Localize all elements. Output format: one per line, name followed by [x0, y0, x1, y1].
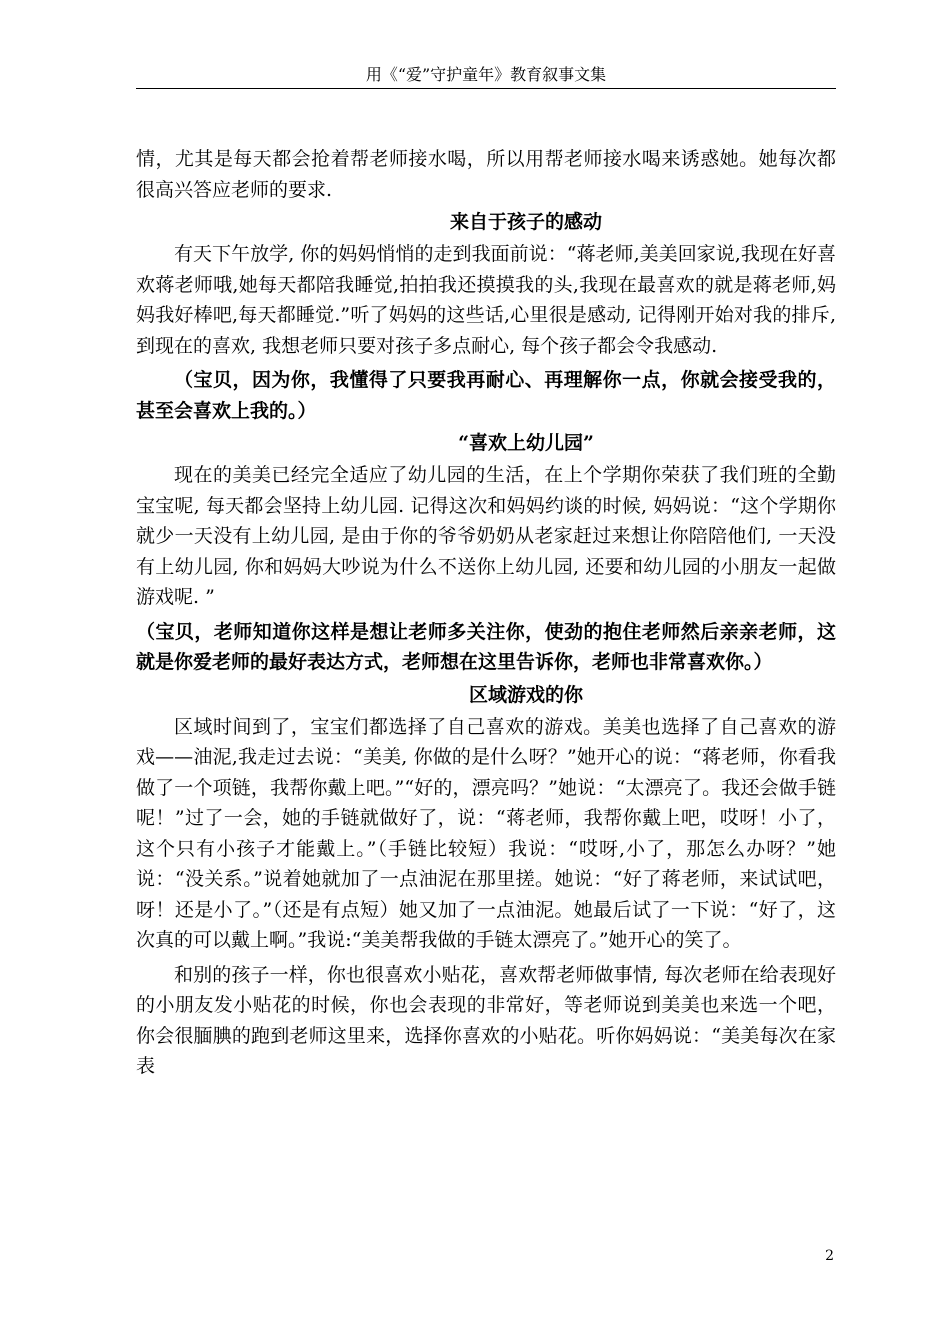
paragraph-1: 有天下午放学, 你的妈妈悄悄的走到我面前说：“蒋老师,美美回家说,我现在好喜欢蒋老师哦,她每天都陪我睡觉,拍拍我还摸摸我的头,我现在最喜欢的就是蒋老师,妈妈我好棒吧,每天都睡觉.”听了妈妈的这些话,心里很是感动, 记得刚开始对我的排斥, 到现在的喜欢, 我想老师只要对孩子多点耐心, 每个孩子都会令我感动.: [136, 243, 836, 357]
paragraph-4: 和别的孩子一样，你也很喜欢小贴花，喜欢帮老师做事情, 每次老师在给表现好的小朋友发小贴花的时候，你也会表现的非常好，等老师说到美美也来选一个吧，你会很腼腆的跑到老师这里来，选择你喜欢的小贴花。听你妈妈说：“美美每次在家表: [136, 963, 836, 1077]
running-header: 用《“爱”守护童年》教育叙事文集: [365, 65, 607, 84]
section-heading-1: 来自于孩子的感动: [449, 211, 602, 233]
header-rule: [136, 88, 836, 89]
document-body: [136, 144, 836, 1082]
note-1: （宝贝，因为你，我懂得了只要我再耐心、再理解你一点，你就会接受我的，甚至会喜欢上我的。）: [136, 369, 836, 422]
note-2: （宝贝，老师知道你这样是想让老师多关注你，使劲的抱住老师然后亲亲老师，这就是你爱老师的最好表达方式，老师想在这里告诉你，老师也非常喜欢你。）: [136, 620, 836, 673]
section-heading-2: “喜欢上幼儿园”: [458, 432, 594, 454]
paragraph-3: 区域时间到了，宝宝们都选择了自己喜欢的游戏。美美也选择了自己喜欢的游戏——油泥,我走过去说：“美美, 你做的是什么呀？”她开心的说：“蒋老师，你看我做了一个项链，我帮你戴上吧。”“好的，漂亮吗？”她说：“太漂亮了。我还会做手链呢！”过了一会，她的手链就做好了，说：“蒋老师，我帮你戴上吧，哎呀！小了，这个只有小孩子才能戴上。”（手链比较短）我说：“哎呀,小了，那怎么办呀？”她说：“没关系。”说着她就加了一点油泥在那里搓。她说：“好了蒋老师，来试试吧，呀！还是小了。”（还是有点短）她又加了一点油泥。她最后试了一下说：“好了，这次真的可以戴上啊。”我说:“美美帮我做的手链太漂亮了。”她开心的笑了。: [136, 715, 836, 951]
paragraph-2: 现在的美美已经完全适应了幼儿园的生活，在上个学期你荣获了我们班的全勤宝宝呢, 每天都会坚持上幼儿园. 记得这次和妈妈约谈的时候, 妈妈说：“这个学期你就少一天没有上幼儿园, 是由于你的爷爷奶奶从老家赶过来想让你陪陪他们, 一天没有上幼儿园, 你和妈妈大吵说为什么不送你上幼儿园, 还要和幼儿园的小朋友一起做游戏呢. ”: [136, 464, 836, 608]
page-number: 2: [825, 1248, 834, 1264]
section-heading-3: 区域游戏的你: [468, 683, 583, 706]
paragraph-intro: 情，尤其是每天都会抢着帮老师接水喝，所以用帮老师接水喝来诱惑她。她每次都很高兴答应老师的要求.: [136, 148, 836, 201]
